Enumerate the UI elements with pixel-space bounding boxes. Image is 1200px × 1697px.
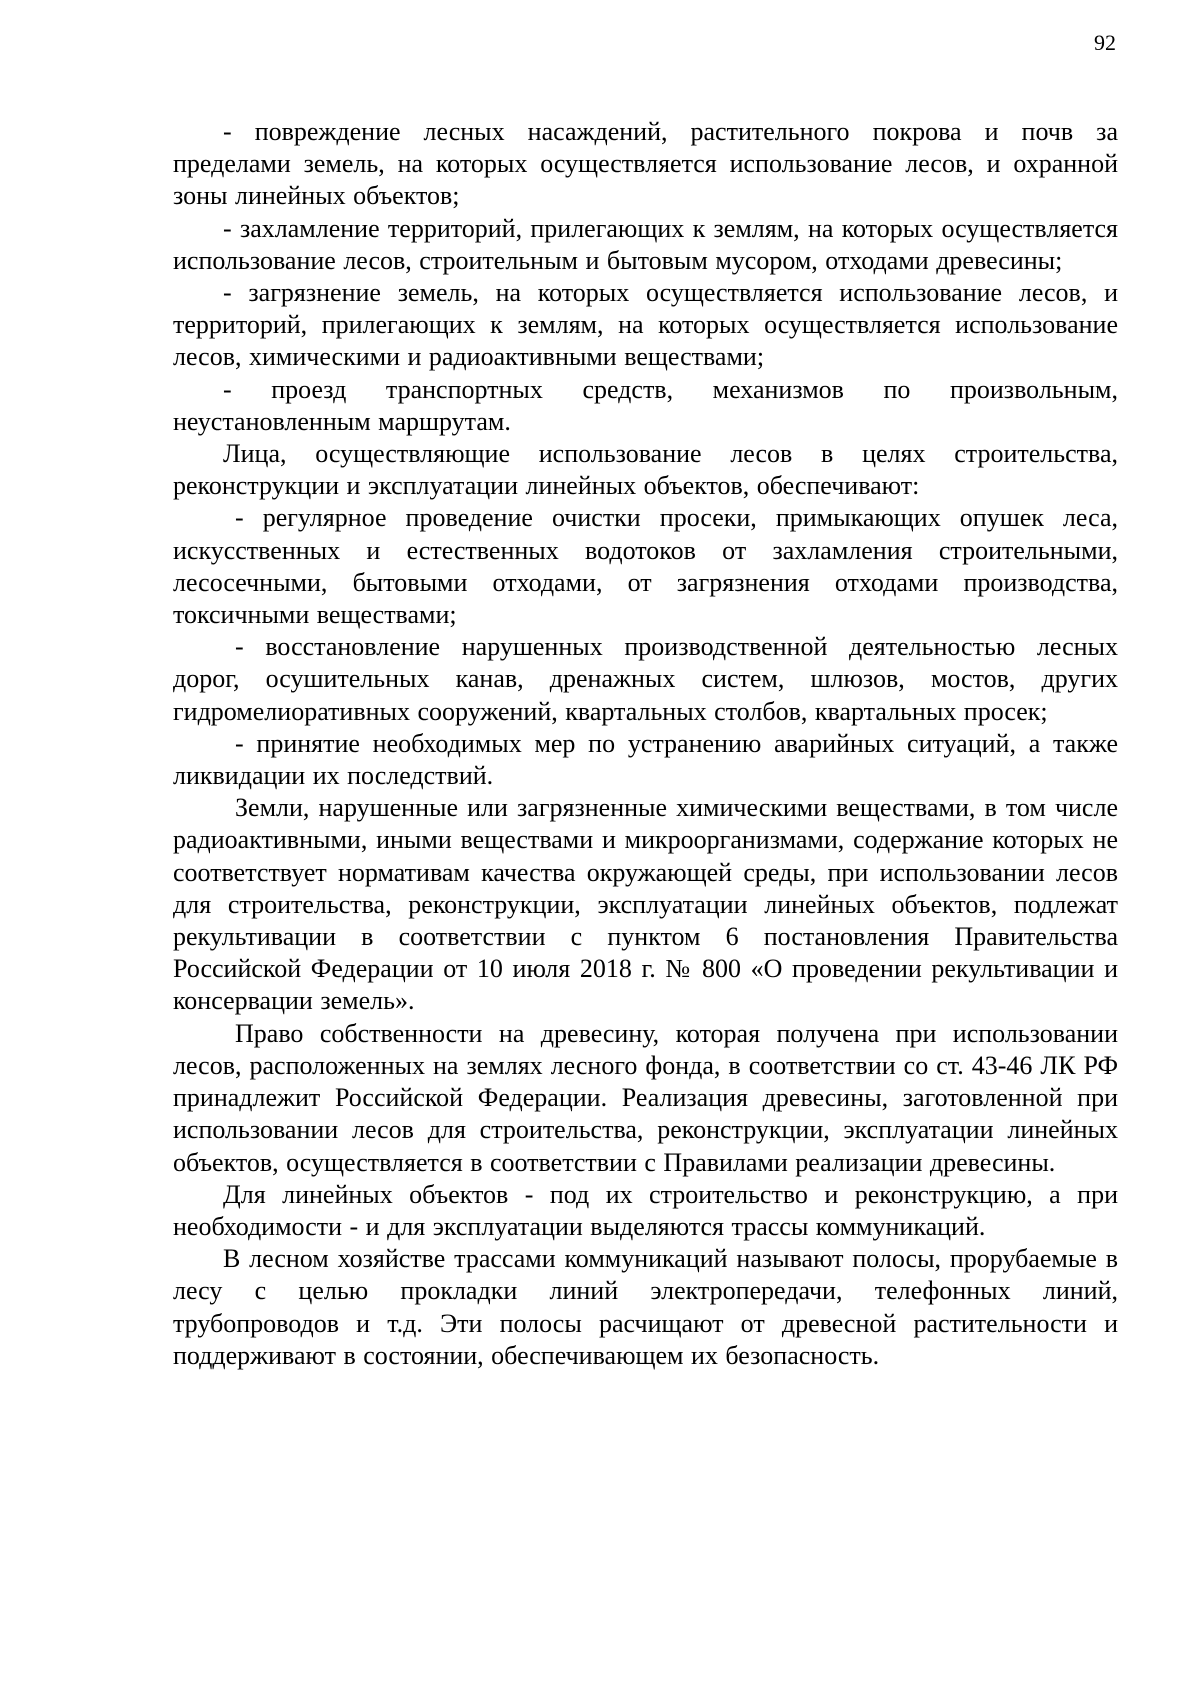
paragraph-emergency-measures: - принятие необходимых мер по устранению аварийных ситуаций, а также ликвидации их последствий. bbox=[173, 728, 1118, 791]
page-body bbox=[173, 116, 1118, 1372]
paragraph-pollution: - загрязнение земель, на которых осуществляется использование лесов, и территорий, прилегающих к землям, на которых осуществляется использование лесов, химическими и радиоактивными веществами; bbox=[173, 278, 1118, 372]
paragraph-damage-forest: - повреждение лесных насаждений, растительного покрова и почв за пределами земель, на которых осуществляется использование лесов, и охранной зоны линейных объектов; bbox=[173, 117, 1118, 211]
page-number: 92 bbox=[1094, 30, 1116, 55]
paragraph-clearing: - регулярное проведение очистки просеки, примыкающих опушек леса, искусственных и естественных водотоков от захламления строительными, лесосечными, бытовыми отходами, от загрязнения отходами производства, токсичными веществами; bbox=[173, 503, 1118, 630]
paragraph-recultivation: Земли, нарушенные или загрязненные химическими веществами, в том числе радиоактивными, иными веществами и микроорганизмами, содержание которых не соответствует нормативам качества окружающей среды, при использовании лесов для строительства, реконструкции, эксплуатации линейных объектов, подлежат рекультивации в соответствии с пунктом 6 постановления Правительства Российской Федерации от 10 июля 2018 г. № 800 «О проведении рекультивации и консервации земель». bbox=[173, 793, 1118, 1016]
paragraph-communication-routes: Для линейных объектов - под их строительство и реконструкцию, а при необходимости - и для эксплуатации выделяются трассы коммуникаций. bbox=[173, 1179, 1118, 1241]
paragraph-littering: - захламление территорий, прилегающих к землям, на которых осуществляется использование лесов, строительным и бытовым мусором, отходами древесины; bbox=[173, 213, 1118, 275]
paragraph-obligations-intro: Лица, осуществляющие использование лесов в целях строительства, реконструкции и эксплуатации линейных объектов, обеспечивают: bbox=[173, 439, 1118, 501]
paragraph-restoration: - восстановление нарушенных производственной деятельностью лесных дорог, осушительных канав, дренажных систем, шлюзов, мостов, других гидромелиоративных сооружений, квартальных столбов, квартальных просек; bbox=[173, 632, 1118, 726]
paragraph-route-definition: В лесном хозяйстве трассами коммуникаций называют полосы, прорубаемые в лесу с целью прокладки линий электропередачи, телефонных линий, трубопроводов и т.д. Эти полосы расчищают от древесной растительности и поддерживают в состоянии, обеспечивающем их безопасность. bbox=[173, 1244, 1118, 1370]
paragraph-timber-ownership: Право собственности на древесину, которая получена при использовании лесов, расположенных на землях лесного фонда, в соответствии со ст. 43-46 ЛК РФ принадлежит Российской Федерации. Реализация древесины, заготовленной при использовании лесов для строительства, реконструкции, эксплуатации линейных объектов, осуществляется в соответствии с Правилами реализации древесины. bbox=[173, 1018, 1118, 1177]
paragraph-vehicle-passage: - проезд транспортных средств, механизмов по произвольным, неустановленным маршрутам. bbox=[173, 374, 1118, 436]
